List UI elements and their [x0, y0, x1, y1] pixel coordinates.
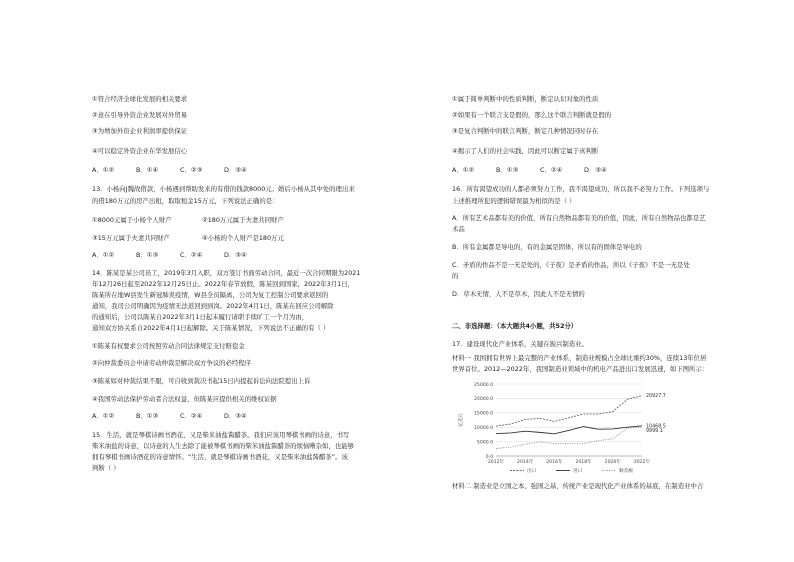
option-b: B．①④: [136, 166, 159, 174]
material-one-line: 材料一 我国拥有世界上最完整的产业体系，制造业规模占全球比重约30%，连续13年位居: [452, 354, 707, 362]
q14-stem-line: 通知双方协关系自2022年4月1日起解除。关于陈某情况，下列说法不正确的有（ ）: [92, 324, 330, 332]
legend-label: 顺差额: [619, 469, 633, 474]
q12-options: [92, 165, 247, 175]
option-b: B．①③: [136, 412, 159, 420]
q13-item: ①8000元属于小杨个人财产: [92, 216, 172, 224]
legend-label: 出口: [527, 469, 537, 474]
q15-stem-line: 判断（ ）: [92, 464, 120, 472]
q15-stem-line: 拥有琴棋书画诗酒花的诗意情怀。“生活，就是琴棋诗画书酒花，又是柴米油盐酱醋茶”。该: [92, 453, 348, 461]
q14-item: ①陈某有权要求公司按照劳动合同法律规定支付赔偿金: [92, 342, 245, 350]
option-b: B．①③: [496, 166, 519, 174]
q14-item: ②向仲裁委员会申请劳动仲裁是解决双方争议的必经程序: [92, 359, 252, 367]
x-tick-label: 2022年: [633, 460, 651, 465]
data-label: 9999.1: [646, 429, 663, 435]
option-a: A．①②: [92, 412, 115, 420]
x-tick-label: 2018年: [575, 460, 592, 465]
q16-option-line: B．所有金属都是导电的，有的金属是固体，所以有的固体是导电的: [452, 243, 642, 251]
q15-options: [452, 165, 607, 175]
q16-stem-line: 16．所有渴望成功的人都必须努力工作，我不渴望成功，所以我不必努力工作。下列选项与: [452, 185, 710, 193]
x-tick-label: 2016年: [546, 460, 563, 465]
x-tick-label: 2020年: [604, 460, 621, 465]
q16-stem-line: 上述推理所犯的逻辑错误最为相似的是（ ）: [452, 197, 576, 205]
data-label: 10468.5: [646, 424, 666, 430]
q16-option-line: A．所有艺术品都有美的价值，所有自然物品都有美的价值，因此，所有自然物品也都是艺: [452, 214, 706, 222]
y-tick-label: 20000.0: [474, 397, 493, 403]
option-a: A．①②: [452, 166, 475, 174]
section-title: 二、非选择题：（本大题共4小题，共52分）: [452, 322, 578, 330]
option-c: C．②④: [180, 251, 203, 259]
q13-options: [92, 250, 247, 260]
x-tick-label: 2012年: [487, 460, 505, 465]
option-c: C．②③: [180, 166, 203, 174]
y-axis-label: 亿美元: [459, 413, 464, 427]
q15-item: ①属于简单判断中的性质判断，断定认识对象的性质: [452, 95, 599, 103]
q13-stem-line: 13．小杨向J魏战借款，小杨遇到帮助发来的有借的钱款8000元；婚后小杨从其中处的理出来: [92, 185, 355, 193]
q17-line: 17．建设现代化产业体系，关键在振兴制造业。: [452, 340, 588, 348]
q15-item: ③是复合判断中的联言判断，断定几种情况同时存在: [452, 127, 599, 135]
q14-options: [92, 411, 247, 421]
q12-item: ①符合经济全球化发展的相关要求: [92, 95, 188, 103]
q15-stem-line: 柴米油盐的诗意，以诗意的人生去除了能被琴棋书画的柴米油盐酱醋茶的烦恼嘈杂如，也能够: [92, 442, 355, 450]
q14-stem-line: 的通知后，公司以陈某自2022年3月1日起未履行请职手续旷工一个月为由，: [92, 313, 309, 321]
option-d: D．③④: [224, 251, 247, 259]
option-d: D．③④: [224, 412, 247, 420]
material-two-line: 材料二 制造业是立国之本、强国之基，传统产业是现代化产业体系的基底，在制造业中占: [452, 482, 704, 490]
option-b: B．①③: [136, 251, 159, 259]
q13-stem-line: 的借180万元的房产出租，取取租金15万元，下列说法正确的是：: [92, 197, 279, 205]
q12-item: ③为增加外资企业利润率提供保证: [92, 127, 188, 135]
option-c: C．②④: [540, 166, 563, 174]
q15-item: ④揭示了人们的社会实践，因此可以断定属于真判断: [452, 147, 599, 155]
series-line: [496, 396, 642, 426]
y-tick-label: 0.0: [485, 454, 493, 460]
q13-item: ②180万元属于夫妻共同财产: [202, 216, 284, 224]
trade-line-chart: [452, 378, 702, 478]
legend-label: 进口: [573, 469, 583, 474]
q13-item: ③15万元属于夫妻共同财产: [92, 234, 170, 242]
q12-item: ②意在引导外资企业发展对外贸易: [92, 111, 188, 119]
chart-svg: [452, 378, 702, 478]
material-one-line: 世界首位。2012—2022年，我国制造业领域中的机电产品进出口发展迅速，如下图所示：: [452, 365, 709, 373]
q14-stem-line: 通知，我司公司明确因为疫情无法返回到到岗。2022年4月1日，陈某在回应公司解除: [92, 302, 334, 310]
option-a: A．①②: [92, 166, 115, 174]
y-tick-label: 5000.0: [476, 440, 493, 446]
q15-stem-line: 15．生活，就是琴棋诗画书酒花，又是柴米油盐酱醋茶。我们应该用琴棋书画的诗意，书写: [92, 431, 350, 439]
q14-stem-line: 陈某所在地W县发生新冠肺炎疫情，W县全员隔离，公司为复工控制公司要求返回的: [92, 291, 329, 299]
q16-option-line: 术品: [452, 225, 465, 233]
y-tick-label: 10000.0: [474, 426, 493, 431]
q14-item: ③陈某如对仲裁结果不服，可自收到裁决书起15日内提起诉讼向法院提出上诉: [92, 377, 311, 385]
q14-item: ④我国劳动法保护劳动者合法权益，但陈某应提供相关的维权证据: [92, 395, 277, 403]
q14-stem-line: 年12月26日起至2022年12月25日止。2022年春节放假，陈某回到国家，2022年3月1日，: [92, 280, 354, 288]
y-tick-label: 15000.0: [474, 411, 493, 417]
q12-item: ④可以稳定外资企业在华发展信心: [92, 147, 188, 155]
q16-option-line: D．草木无情，人不是草木，因此人不是无情的: [452, 290, 585, 298]
q14-stem-line: 14．陈某是某公司员工，2019年3月入职，双方签订书面劳动合同，最近一次合同期限为2021: [92, 269, 361, 277]
option-c: C．②④: [180, 412, 203, 420]
data-label: 20927.7: [646, 394, 666, 400]
y-tick-label: 25000.0: [474, 382, 493, 388]
option-d: D．③④: [584, 166, 607, 174]
q16-option-line: C．矛盾的作品不是一无是处的，《子夜》是矛盾的作品，所以《子夜》不是一无是处: [452, 261, 690, 269]
x-tick-label: 2014年: [517, 460, 534, 465]
q15-item: ②如果有一个联言支是假的，那么这个联言判断就是假的: [452, 111, 612, 119]
q13-item: ④小杨的个人财产是180万元: [202, 234, 284, 242]
q16-option-line: 的: [452, 272, 459, 280]
option-d: D．③④: [224, 166, 247, 174]
option-a: A．①②: [92, 251, 115, 259]
